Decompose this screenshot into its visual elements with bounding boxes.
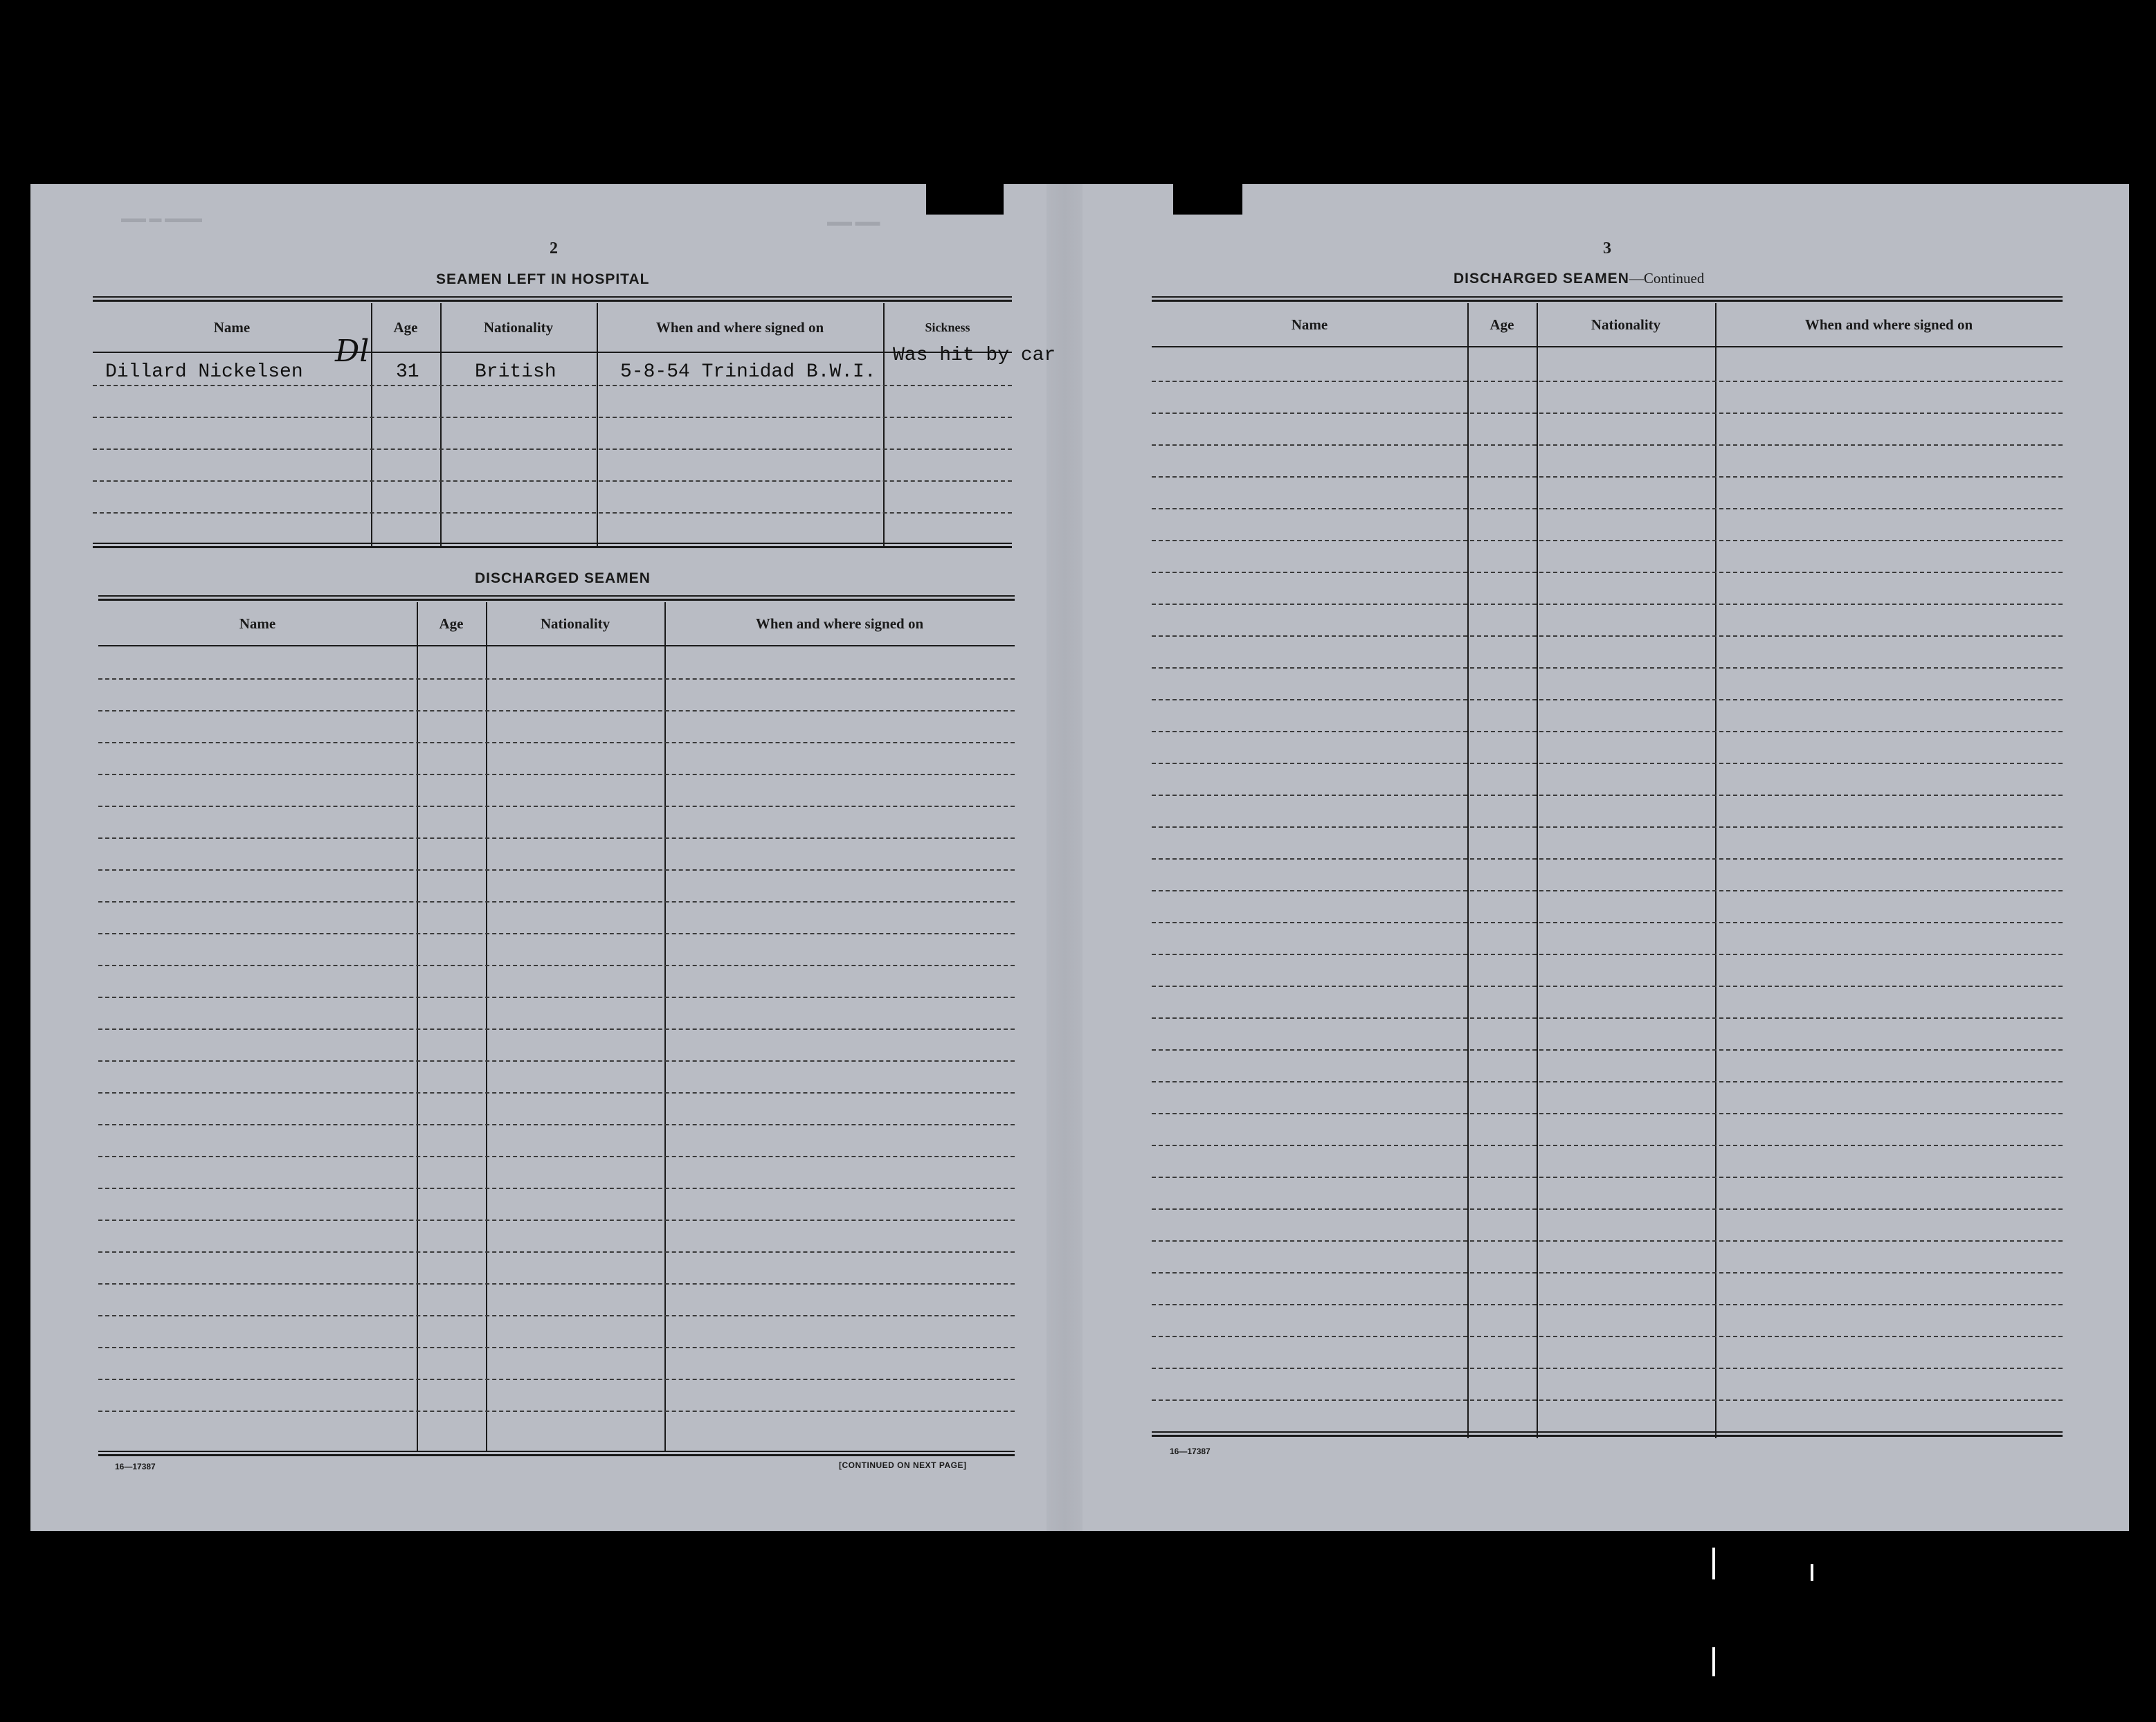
table-row <box>1152 826 2063 828</box>
continued-note: [CONTINUED ON NEXT PAGE] <box>839 1460 967 1470</box>
table-row <box>1152 1113 2063 1114</box>
table-row <box>1152 954 2063 955</box>
table-row <box>1152 858 2063 860</box>
table-row <box>1152 1240 2063 1242</box>
table-row <box>98 1092 1015 1094</box>
table-row <box>93 448 1012 450</box>
table-row <box>1152 572 2063 573</box>
header-name: Name <box>213 318 251 336</box>
discharged-table-header <box>98 602 1015 646</box>
hospital-entry-signed-on: 5-8-54 Trinidad B.W.I. <box>620 361 876 383</box>
table-row <box>1152 1081 2063 1082</box>
table-row <box>1152 667 2063 669</box>
table-row <box>1152 1304 2063 1305</box>
hospital-table-header <box>93 303 1012 353</box>
discharged-continued-title-main: DISCHARGED SEAMEN <box>1453 271 1629 287</box>
form-number-right: 16—17387 <box>1170 1447 1211 1456</box>
table-row <box>1152 1177 2063 1178</box>
table-row <box>1152 444 2063 446</box>
discharged-continued-title-suffix: —Continued <box>1629 270 1705 287</box>
column-divider <box>1715 303 1716 1438</box>
page-number-left: 2 <box>550 239 558 257</box>
table-bottom-rule <box>93 543 1012 548</box>
header-signed-on: When and where signed on <box>1804 316 1973 333</box>
hospital-section-title: SEAMEN LEFT IN HOSPITAL <box>436 271 650 287</box>
table-row <box>1152 1399 2063 1401</box>
column-divider <box>883 303 885 547</box>
table-row <box>98 1379 1015 1380</box>
table-row <box>1152 381 2063 382</box>
table-row <box>98 1124 1015 1125</box>
bleed-through-mark: ▬▬ ▬ ▬▬▬ <box>121 211 202 225</box>
table-top-rule <box>1152 296 2063 302</box>
hospital-entry-nationality: British <box>475 361 556 383</box>
table-row <box>98 710 1015 712</box>
header-age: Age <box>439 615 464 632</box>
column-divider <box>597 303 598 547</box>
table-row <box>93 385 1012 386</box>
table-row <box>98 901 1015 903</box>
table-row <box>1152 604 2063 605</box>
page-number-right: 3 <box>1603 239 1611 257</box>
header-nationality: Nationality <box>1591 316 1661 333</box>
discharged-continued-table <box>1152 296 2063 1440</box>
header-name: Name <box>1291 316 1328 333</box>
table-row <box>98 1347 1015 1348</box>
discharged-continued-header <box>1152 303 2063 347</box>
table-row <box>1152 922 2063 923</box>
hospital-entry-age: 31 <box>396 361 419 383</box>
header-nationality: Nationality <box>540 615 610 632</box>
scan-artifact-mark <box>1811 1564 1813 1581</box>
discharged-continued-title <box>1453 270 1704 287</box>
column-divider <box>1537 303 1538 1438</box>
page-spine <box>1047 184 1082 1531</box>
sheet-notch-left <box>926 180 1004 215</box>
hospital-table <box>93 296 1056 551</box>
column-divider <box>664 602 666 1452</box>
table-row <box>98 869 1015 871</box>
table-row <box>98 774 1015 775</box>
hospital-entry-sickness: Was hit by car <box>893 345 1056 366</box>
table-row <box>98 1060 1015 1062</box>
discharged-table <box>98 595 1015 1453</box>
table-row <box>1152 1336 2063 1337</box>
scan-artifact-mark <box>1712 1647 1715 1676</box>
table-row <box>98 1315 1015 1316</box>
table-row <box>1152 1017 2063 1019</box>
table-row <box>1152 763 2063 764</box>
table-row <box>1152 635 2063 637</box>
table-row <box>98 1411 1015 1412</box>
table-row <box>1152 731 2063 732</box>
table-row <box>1152 476 2063 478</box>
discharged-section-title: DISCHARGED SEAMEN <box>475 570 651 586</box>
scan-artifact-mark <box>1712 1548 1715 1579</box>
table-row <box>1152 1145 2063 1146</box>
header-age: Age <box>1489 316 1514 333</box>
table-row <box>1152 795 2063 796</box>
table-row <box>1152 508 2063 509</box>
header-signed-on: When and where signed on <box>655 318 824 336</box>
table-row <box>93 512 1012 514</box>
table-bottom-rule <box>98 1451 1015 1456</box>
table-row <box>1152 540 2063 541</box>
table-row <box>1152 1208 2063 1210</box>
table-row <box>98 1156 1015 1157</box>
table-row <box>93 480 1012 482</box>
table-row <box>1152 413 2063 414</box>
table-row <box>93 417 1012 418</box>
handwritten-initials: Dl <box>335 334 370 369</box>
table-row <box>98 742 1015 743</box>
column-divider <box>440 303 442 547</box>
table-row <box>98 837 1015 839</box>
table-row <box>1152 1049 2063 1051</box>
header-name: Name <box>239 615 276 632</box>
table-row <box>1152 890 2063 891</box>
table-row <box>98 678 1015 680</box>
column-divider <box>1467 303 1469 1438</box>
table-row <box>1152 1368 2063 1369</box>
bleed-through-mark: ▬▬ ▬▬ <box>827 215 880 228</box>
sheet-notch-right <box>1173 180 1242 215</box>
table-row <box>98 933 1015 934</box>
table-row <box>98 1220 1015 1221</box>
table-row <box>98 997 1015 998</box>
header-nationality: Nationality <box>483 318 554 336</box>
column-divider <box>371 303 372 547</box>
table-top-rule <box>98 595 1015 601</box>
table-row <box>1152 699 2063 700</box>
column-divider <box>486 602 487 1452</box>
table-bottom-rule <box>1152 1431 2063 1437</box>
header-sickness: Sickness <box>925 320 970 334</box>
hospital-entry-name: Dillard Nickelsen <box>105 361 303 383</box>
column-divider <box>417 602 418 1452</box>
table-row <box>98 1251 1015 1253</box>
table-row <box>1152 986 2063 987</box>
table-top-rule <box>93 296 1012 302</box>
table-row <box>98 1283 1015 1285</box>
table-row <box>1152 1272 2063 1274</box>
table-row <box>98 965 1015 966</box>
table-row <box>98 806 1015 807</box>
header-age: Age <box>393 318 418 336</box>
table-row <box>98 1188 1015 1189</box>
header-signed-on: When and where signed on <box>755 615 924 632</box>
form-number-left: 16—17387 <box>115 1462 156 1471</box>
table-row <box>98 1028 1015 1030</box>
